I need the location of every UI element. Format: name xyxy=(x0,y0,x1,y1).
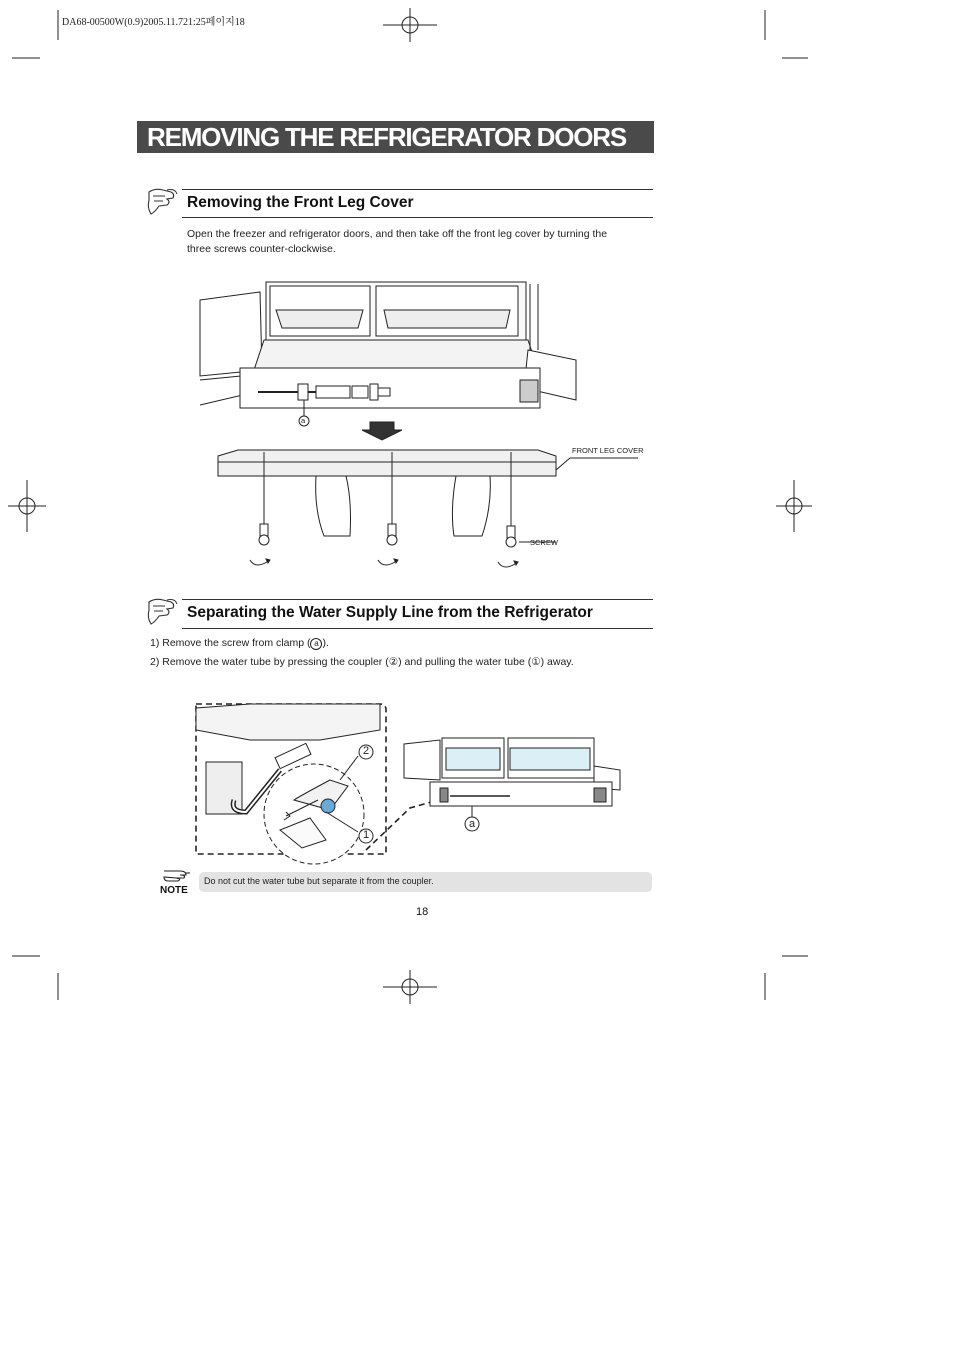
hand-pointer-icon xyxy=(145,596,179,628)
note-text: Do not cut the water tube but separate it from the coupler. xyxy=(204,876,434,886)
screw-label: SCREW xyxy=(530,538,558,547)
hand-pointer-icon xyxy=(145,186,179,218)
clamp-callout-a: a xyxy=(301,416,306,425)
section1-title: Removing the Front Leg Cover xyxy=(187,194,414,211)
page-title: REMOVING THE REFRIGERATOR DOORS xyxy=(147,122,626,152)
callout-2: 2 xyxy=(363,745,370,757)
step-2: 2) Remove the water tube by pressing the coupler (②) and pulling the water tube (①) away. xyxy=(150,656,574,668)
section1-body-line1: Open the freezer and refrigerator doors, and then take off the front leg cover by turning the xyxy=(187,228,608,240)
section2-rule-bottom xyxy=(182,628,653,629)
step-1-prefix: 1) Remove the screw from clamp ( xyxy=(150,637,311,649)
front-leg-cover-figure xyxy=(198,280,658,580)
callout-1: 1 xyxy=(363,829,370,841)
section1-rule-top xyxy=(182,189,653,190)
note-label: NOTE xyxy=(160,885,188,896)
step-1 xyxy=(150,636,329,651)
print-code: DA68-00500W(0.9)2005.11.721:25페이지18 xyxy=(62,17,245,28)
section1-rule-bottom xyxy=(182,217,653,218)
section2-rule-top xyxy=(182,599,653,600)
step-1-suffix: ). xyxy=(322,637,329,649)
section1-body-line2: three screws counter-clockwise. xyxy=(187,243,336,255)
section2-title: Separating the Water Supply Line from the Refrigerator xyxy=(187,604,593,621)
note-hand-icon xyxy=(162,867,192,883)
water-line-figure xyxy=(190,700,630,870)
page-number: 18 xyxy=(416,906,429,918)
callout-a: a xyxy=(469,818,476,830)
front-leg-cover-label: FRONT LEG COVER xyxy=(572,446,644,455)
clamp-marker: a xyxy=(310,638,322,650)
